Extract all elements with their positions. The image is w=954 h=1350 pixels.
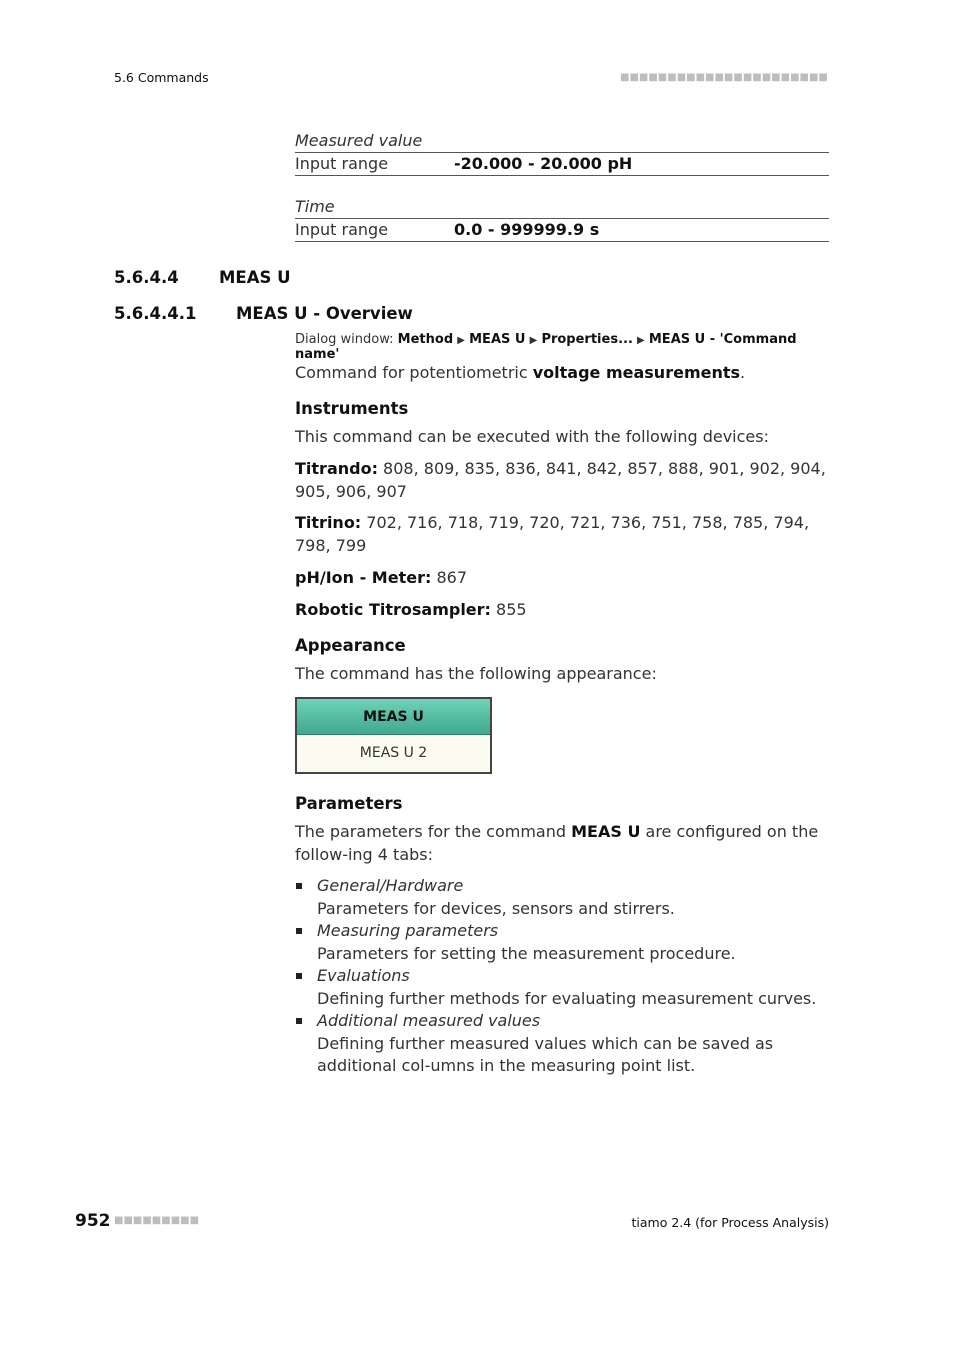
appearance-text: The command has the following appearance: — [295, 664, 657, 683]
device-ph-ion-meter — [295, 566, 829, 589]
device-values: 867 — [431, 568, 467, 587]
table-value: -20.000 - 20.000 pH — [454, 154, 633, 173]
product-name: tiamo 2.4 (for Process Analysis) — [631, 1215, 829, 1230]
table-key: Input range — [295, 154, 389, 173]
bullet-icon — [296, 928, 302, 934]
dialog-prefix: Dialog window: — [295, 332, 398, 347]
time-table — [295, 196, 829, 242]
path-separator-icon: ▶ — [529, 335, 538, 346]
section-heading-overview — [114, 304, 413, 323]
section-number: 5.6.4.4 — [114, 268, 179, 287]
dialog-window-path — [295, 332, 829, 362]
section-number: 5.6.4.4.1 — [114, 304, 197, 323]
bullet-icon — [296, 1018, 302, 1024]
bullet-icon — [296, 973, 302, 979]
intro-text-end: . — [740, 363, 746, 382]
footer-decoration-dots: ■■■■■■■■■ — [114, 1215, 200, 1226]
list-item — [295, 875, 829, 920]
device-label: Titrando: — [295, 459, 378, 478]
intro-text: Command for potentiometric — [295, 363, 533, 382]
appearance-heading: Appearance — [295, 636, 406, 655]
dialog-path-item: MEAS U — [469, 332, 526, 347]
table-caption: Measured value — [295, 131, 423, 150]
instruments-text: This command can be executed with the following devices: — [295, 427, 769, 446]
parameters-heading: Parameters — [295, 794, 403, 813]
instruments-heading: Instruments — [295, 399, 409, 418]
list-item — [295, 1010, 829, 1078]
tab-description: Defining further measured values which can be saved as additional col-umns in the measuring point list. — [317, 1033, 774, 1075]
dialog-path-item: Method — [397, 332, 454, 347]
parameters-command-name: MEAS U — [571, 822, 641, 841]
section-title: MEAS U — [219, 268, 291, 287]
section-heading-meas-u — [114, 268, 291, 287]
table-row — [295, 218, 829, 242]
command-box-title: MEAS U — [297, 699, 490, 735]
device-robotic-titrosampler — [295, 598, 829, 621]
header-decoration-dots: ■■■■■■■■■■■■■■■■■■■■■■ — [620, 72, 828, 83]
device-values: 855 — [490, 600, 527, 619]
device-label: Titrino: — [295, 513, 362, 532]
table-caption: Time — [295, 197, 335, 216]
path-separator-icon: ▶ — [457, 335, 465, 346]
device-label: pH/Ion - Meter: — [295, 568, 432, 587]
tab-name: Additional measured values — [317, 1011, 541, 1030]
intro-bold: voltage measurements — [532, 363, 741, 382]
device-label: Robotic Titrosampler: — [295, 600, 491, 619]
device-titrando — [295, 457, 829, 503]
tab-description: Parameters for setting the measurement procedure. — [317, 943, 736, 963]
device-titrino — [295, 511, 829, 557]
table-key: Input range — [295, 220, 389, 239]
dialog-path-item: MEAS U - 'Command name' — [295, 332, 797, 362]
intro-paragraph — [295, 361, 829, 384]
page-number: 952 — [75, 1211, 111, 1231]
parameter-tabs-list — [295, 875, 829, 1078]
device-values: 702, 716, 718, 719, 720, 721, 736, 751, 758, 785, 794, 798, 799 — [295, 513, 810, 555]
section-title: MEAS U - Overview — [236, 304, 413, 323]
tab-name: Measuring parameters — [317, 921, 499, 940]
parameters-text — [295, 820, 825, 866]
list-item — [295, 920, 829, 965]
bullet-icon — [296, 883, 302, 889]
dialog-path-item: Properties... — [541, 332, 633, 347]
table-value: 0.0 - 999999.9 s — [454, 220, 600, 239]
tab-description: Parameters for devices, sensors and stirrers. — [317, 898, 675, 918]
parameters-text-start: The parameters for the command — [295, 822, 572, 841]
command-box-name: MEAS U 2 — [359, 745, 428, 761]
running-header-section: 5.6 Commands — [114, 70, 209, 85]
table-row — [295, 152, 829, 176]
path-separator-icon: ▶ — [637, 335, 645, 346]
measured-value-table — [295, 130, 829, 176]
tab-name: General/Hardware — [317, 876, 464, 895]
tab-description: Defining further methods for evaluating measurement curves. — [317, 988, 817, 1008]
parameters-text-end: are configured on the follow-ing 4 tabs: — [295, 822, 819, 864]
tab-name: Evaluations — [317, 966, 410, 985]
command-appearance-box — [295, 697, 492, 774]
device-values: 808, 809, 835, 836, 841, 842, 857, 888, 901, 902, 904, 905, 906, 907 — [295, 459, 826, 501]
list-item — [295, 965, 829, 1010]
